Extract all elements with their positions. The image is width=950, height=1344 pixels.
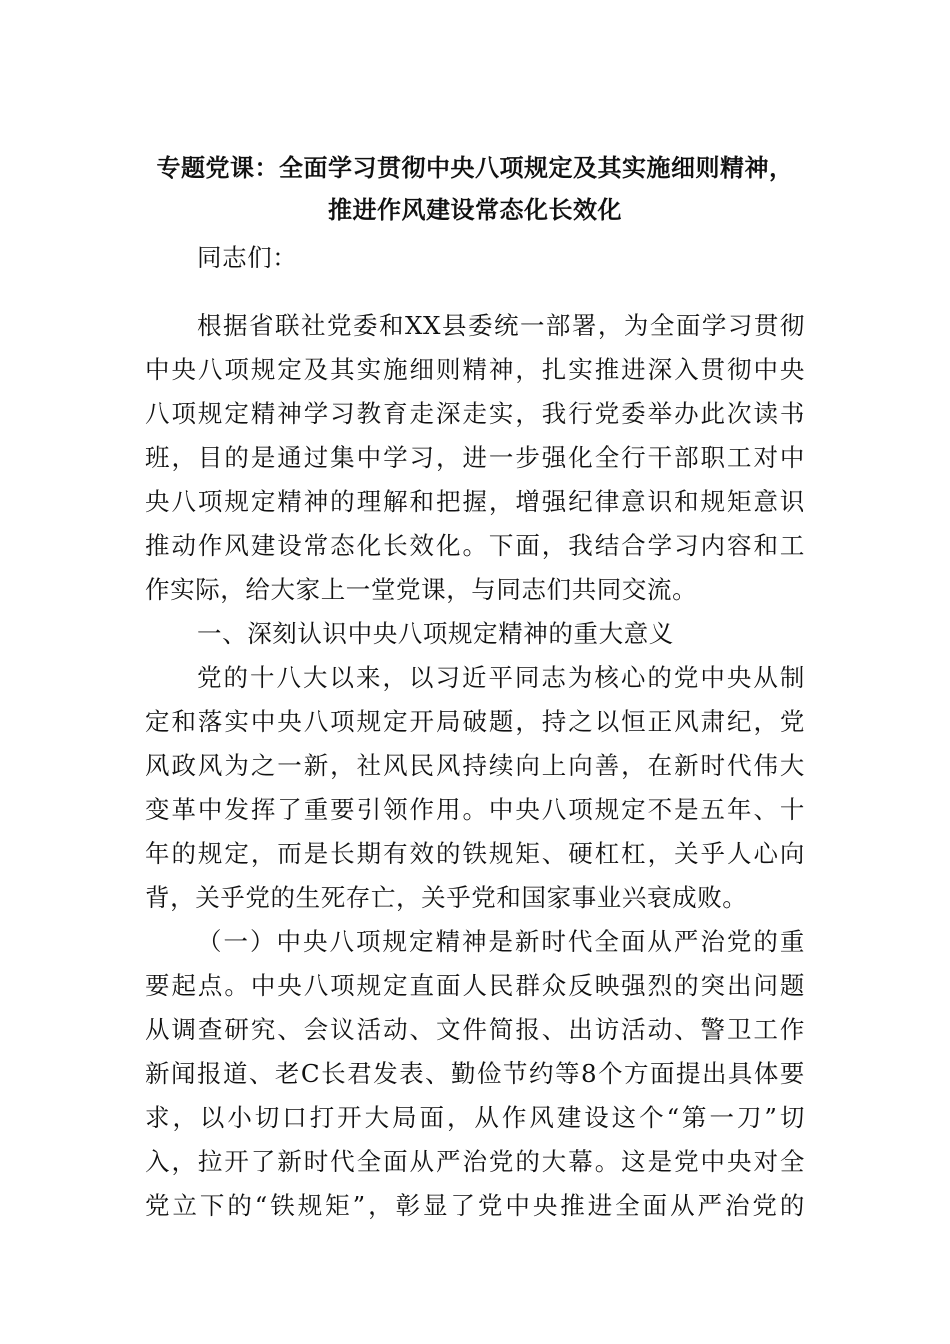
paragraph-3-line: 求，以小切口打开大局面，从作风建设这个“第一刀”切	[145, 1103, 805, 1132]
paragraph-3-line: 党立下的“铁规矩”，彰显了党中央推进全面从严治党的	[145, 1191, 805, 1220]
paragraph-1-line: 八项规定精神学习教育走深走实，我行党委举办此次读书	[145, 399, 805, 428]
paragraph-1-line: 作实际，给大家上一堂党课，与同志们共同交流。	[145, 575, 698, 604]
paragraph-2-line: 变革中发挥了重要引领作用。中央八项规定不是五年、十	[145, 795, 805, 824]
paragraph-1-line: 根据省联社党委和XX县委统一部署，为全面学习贯彻	[197, 311, 805, 340]
paragraph-3-line: 要起点。中央八项规定直面人民群众反映强烈的突出问题	[145, 971, 805, 1000]
paragraph-2-line: 定和落实中央八项规定开局破题，持之以恒正风肃纪，党	[145, 707, 805, 736]
paragraph-1-line: 央八项规定精神的理解和把握，增强纪律意识和规矩意识	[145, 487, 805, 516]
paragraph-1-line: 中央八项规定及其实施细则精神，扎实推进深入贯彻中央	[145, 355, 805, 384]
section-1-heading: 一、深刻认识中央八项规定精神的重大意义	[197, 619, 674, 648]
paragraph-2-line: 年的规定，而是长期有效的铁规矩、硬杠杠，关乎人心向	[145, 839, 805, 868]
document-title-line-1: 专题党课：全面学习贯彻中央八项规定及其实施细则精神，	[156, 154, 794, 182]
paragraph-2-line: 党的十八大以来，以习近平同志为核心的党中央从制	[197, 663, 805, 692]
paragraph-1-line: 推动作风建设常态化长效化。下面，我结合学习内容和工	[145, 531, 805, 560]
paragraph-3-line: 入，拉开了新时代全面从严治党的大幕。这是党中央对全	[145, 1147, 805, 1176]
document-title-line-2: 推进作风建设常态化长效化	[328, 196, 622, 224]
paragraph-3-line: （一）中央八项规定精神是新时代全面从严治党的重	[197, 927, 805, 956]
paragraph-3-line: 新闻报道、老C长君发表、勤俭节约等8个方面提出具体要	[145, 1059, 805, 1088]
paragraph-2-line: 背，关乎党的生死存亡，关乎党和国家事业兴衰成败。	[145, 883, 748, 912]
salutation: 同志们：	[197, 243, 298, 272]
paragraph-1-line: 班，目的是通过集中学习，进一步强化全行干部职工对中	[145, 443, 805, 472]
paragraph-2-line: 风政风为之一新，社风民风持续向上向善，在新时代伟大	[145, 751, 805, 780]
paragraph-3-line: 从调查研究、会议活动、文件简报、出访活动、警卫工作	[145, 1015, 805, 1044]
